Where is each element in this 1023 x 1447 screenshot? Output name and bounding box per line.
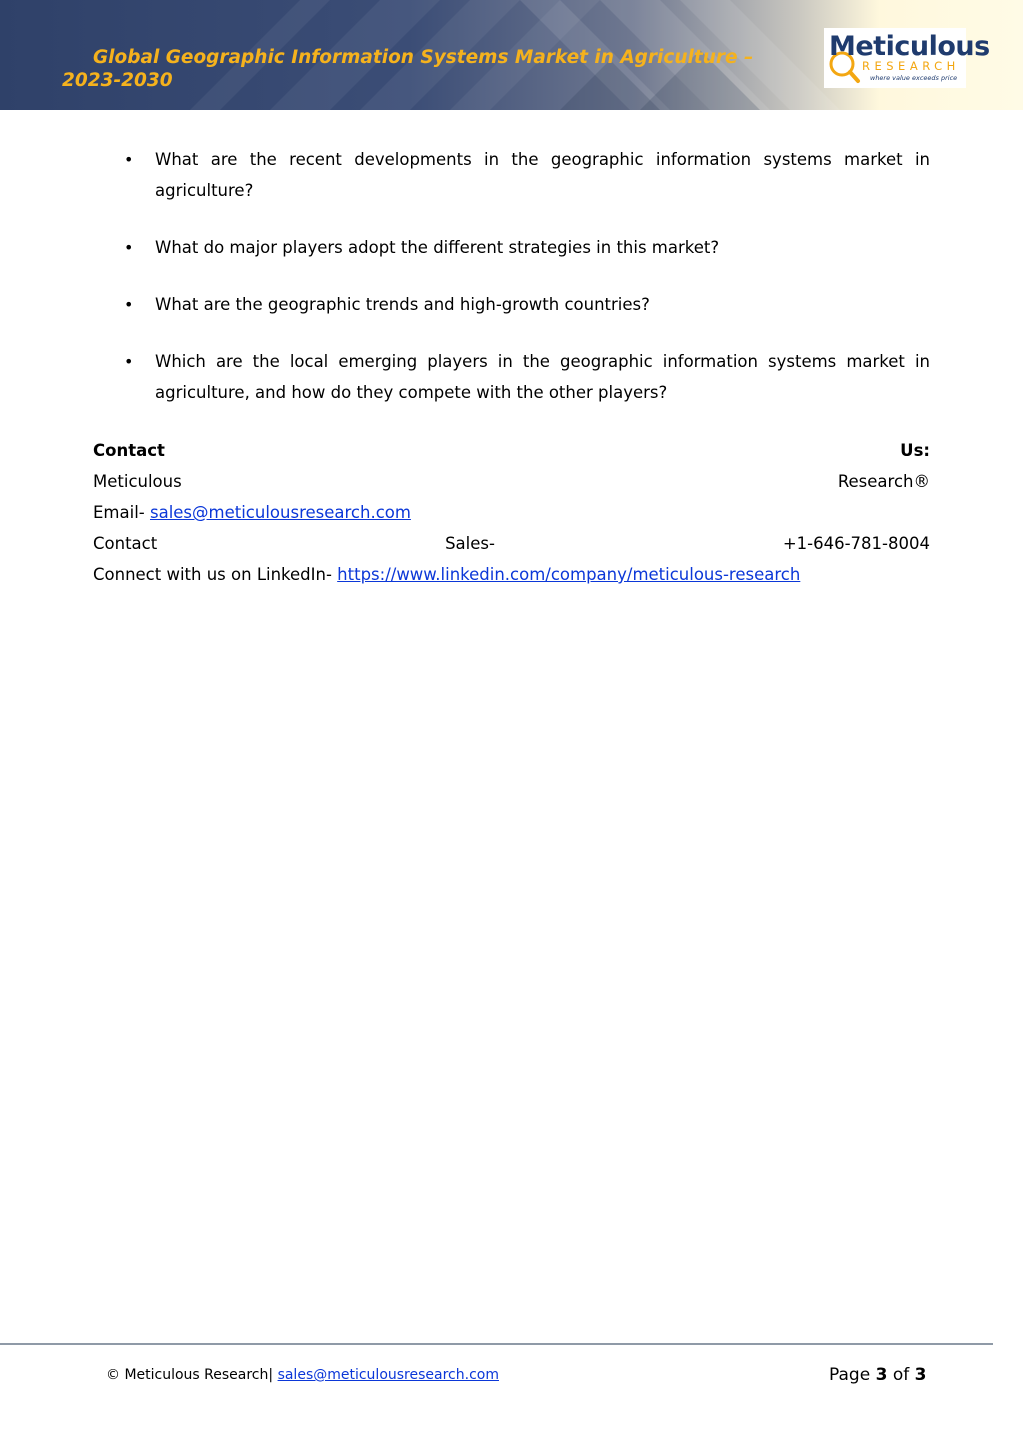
page-header-banner bbox=[0, 0, 1023, 110]
sales-contact-row: Contact Sales- +1-646-781-8004 bbox=[93, 528, 930, 559]
question-list bbox=[93, 144, 930, 434]
footer-email-link[interactable]: sales@meticulousresearch.com bbox=[277, 1367, 499, 1383]
contact-heading: Contact Us: bbox=[93, 441, 930, 460]
bullet-icon: • bbox=[124, 295, 134, 314]
document-title: Global Geographic Information Systems Market in Agriculture – 2023-2030 bbox=[62, 47, 754, 91]
sales-phone: +1-646-781-8004 bbox=[782, 534, 930, 553]
bullet-icon: • bbox=[124, 150, 134, 169]
list-item: • What do major players adopt the different strategies in this market? bbox=[93, 232, 930, 263]
email-link[interactable]: sales@meticulousresearch.com bbox=[149, 503, 411, 522]
logo-subword: RESEARCH bbox=[862, 59, 960, 73]
logo-word: Meticulous bbox=[829, 31, 990, 62]
footer-copyright: © Meticulous Research| sales@meticulousresearch.com bbox=[106, 1367, 499, 1383]
list-item: • Which are the local emerging players in the geographic information systems market in agriculture, and how do they compete with the other players? bbox=[93, 346, 930, 408]
meticulous-research-logo bbox=[824, 28, 990, 88]
company-name: Meticulous Research® bbox=[93, 472, 930, 491]
bullet-icon: • bbox=[124, 238, 134, 257]
page-number: Page 3 of 3 bbox=[829, 1365, 927, 1385]
contact-section bbox=[93, 435, 930, 590]
email-row: Email- sales@meticulousresearch.com bbox=[93, 503, 411, 522]
list-item: • What are the geographic trends and high-growth countries? bbox=[93, 289, 930, 320]
footer-divider bbox=[0, 1343, 993, 1345]
logo-tagline: where value exceeds price bbox=[870, 74, 958, 82]
list-item: • What are the recent developments in the geographic information systems market in agriculture? bbox=[93, 144, 930, 206]
linkedin-row: Connect with us on LinkedIn- https://www.linkedin.com/company/meticulous-research bbox=[93, 565, 801, 584]
linkedin-link[interactable]: https://www.linkedin.com/company/meticulous-research bbox=[337, 565, 801, 584]
bullet-icon: • bbox=[124, 352, 134, 371]
